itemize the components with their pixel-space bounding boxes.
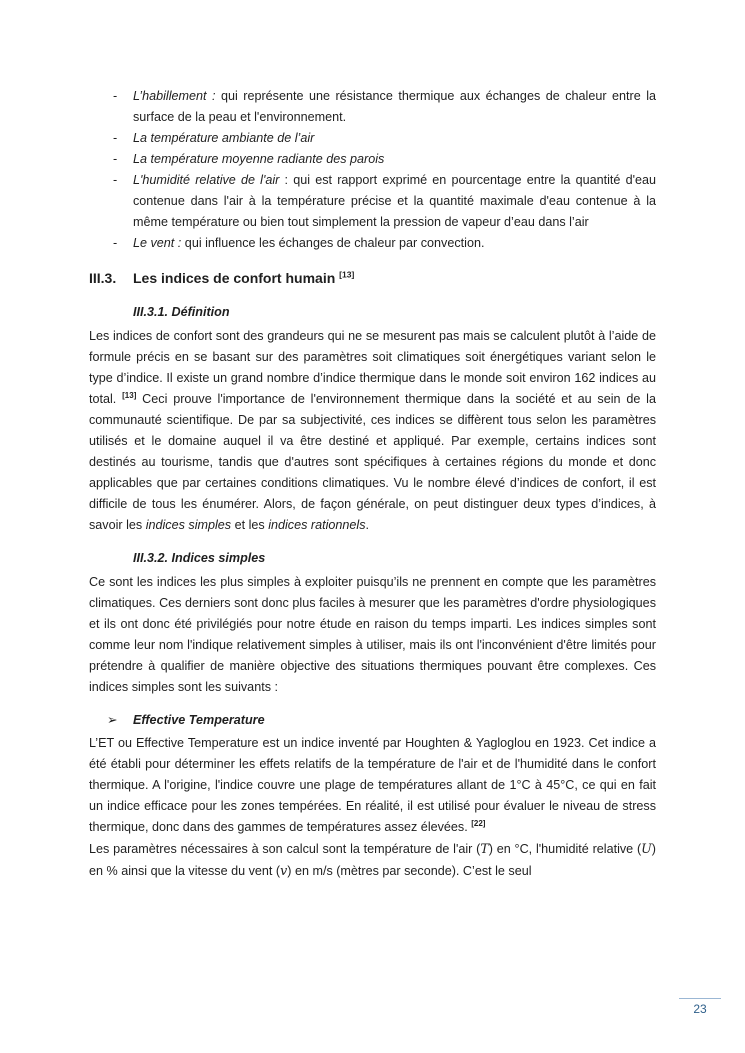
page-content <box>89 86 656 882</box>
citation-ref: [13] <box>339 269 355 280</box>
paragraph-effective-temperature: L’ET ou Effective Temperature est un indice inventé par Houghten & Yagloglou en 1923. Cet indice a été établi pour déterminer les effets relatifs de la température de l'air et de l'humidité dans le confort thermique. A l'origine, l'indice couvre une plage de températures allant de 1°C à 45°C, ce qui en fait un indice efficace pour les zones tempérées. En réalité, il est utilisé pour évaluer le niveau de stress thermique, donc dans des gammes de températures assez élevées. [22] <box>89 736 656 834</box>
footer-divider <box>679 998 721 999</box>
list-item: - La température moyenne radiante des parois <box>113 152 385 166</box>
list-item: - Le vent : qui influence les échanges de chaleur par convection. <box>113 236 485 250</box>
list-item: - La température ambiante de l’air <box>113 131 315 145</box>
variable-v: v <box>280 863 288 878</box>
page-number: 23 <box>693 1002 707 1016</box>
effective-temperature-heading: ➢ Effective Temperature <box>107 710 656 730</box>
citation-ref: [13] <box>122 390 137 400</box>
arrow-bullet-icon: ➢ <box>107 713 118 727</box>
list-item: - L’habillement : qui représente une résistance thermique aux échanges de chaleur entre la surface de la peau et l'environnement. <box>113 89 656 124</box>
bullet-list <box>89 86 656 254</box>
paragraph-definition: Les indices de confort sont des grandeurs qui ne se mesurent pas mais se calculent plutôt à l’aide de formule précis en se basant sur des paramètres soit climatiques soit énergétiques variant selon le type d’indice. Il existe un grand nombre d’indice thermique dans le monde soit environ 162 indices au total. [13] Ceci prouve l'importance de l'environnement thermique dans la société et au sein de la communauté scientifique. De par sa subjectivité, ces indices se diffèrent tous selon les paramètres utilisés et le domaine auquel il va être destiné et appliqué. Par exemple, certains indices sont destinés au tourisme, tandis que d'autres sont spécifiques à certaines régions du monde et donc applicables que par certaines conditions climatiques. Vu le nombre élevé d’indices de confort, il est difficile de tous les énumérer. Alors, de façon générale, on peut distinguer deux types d’indices, à savoir les indices simples et les indices rationnels. <box>89 329 656 532</box>
citation-ref: [22] <box>471 818 486 828</box>
variable-u: U <box>641 841 652 856</box>
paragraph-simple-indices: Ce sont les indices les plus simples à exploiter puisqu’ils ne prennent en compte que les paramètres climatiques. Ces derniers sont donc plus faciles à mesurer que les paramètres d'ordre physiologiques et ils ont donc été privilégiés pour notre étude en raison du temps imparti. Les indices simples sont comme leur nom l'indique relativement simples à utiliser, mais ils ont l'inconvénient d'être limités pour prétendre à qualifier de manière objective des situations thermiques pouvant être complexes. Ces indices simples sont les suivants : <box>89 575 656 694</box>
list-item: - L'humidité relative de l'air : qui est rapport exprimé en pourcentage entre la quantité d'eau contenue dans l'air à la température précise et la quantité maximale d'eau contenue à la même température ou bien tout simplement la pression de vapeur d’eau dans l’air <box>113 173 656 229</box>
subsection-title-simple-indices: III.3.2. Indices simples <box>133 551 266 565</box>
paragraph-parameters: Les paramètres nécessaires à son calcul sont la température de l'air (T) en °C, l'humidité relative (U) en % ainsi que la vitesse du vent (v) en m/s (mètres par seconde). C’est le seul <box>89 841 656 878</box>
subsection-title-definition: III.3.1. Définition <box>133 305 230 319</box>
section-title: III.3. Les indices de confort humain [13] <box>89 269 355 286</box>
variable-t: T <box>480 841 489 856</box>
